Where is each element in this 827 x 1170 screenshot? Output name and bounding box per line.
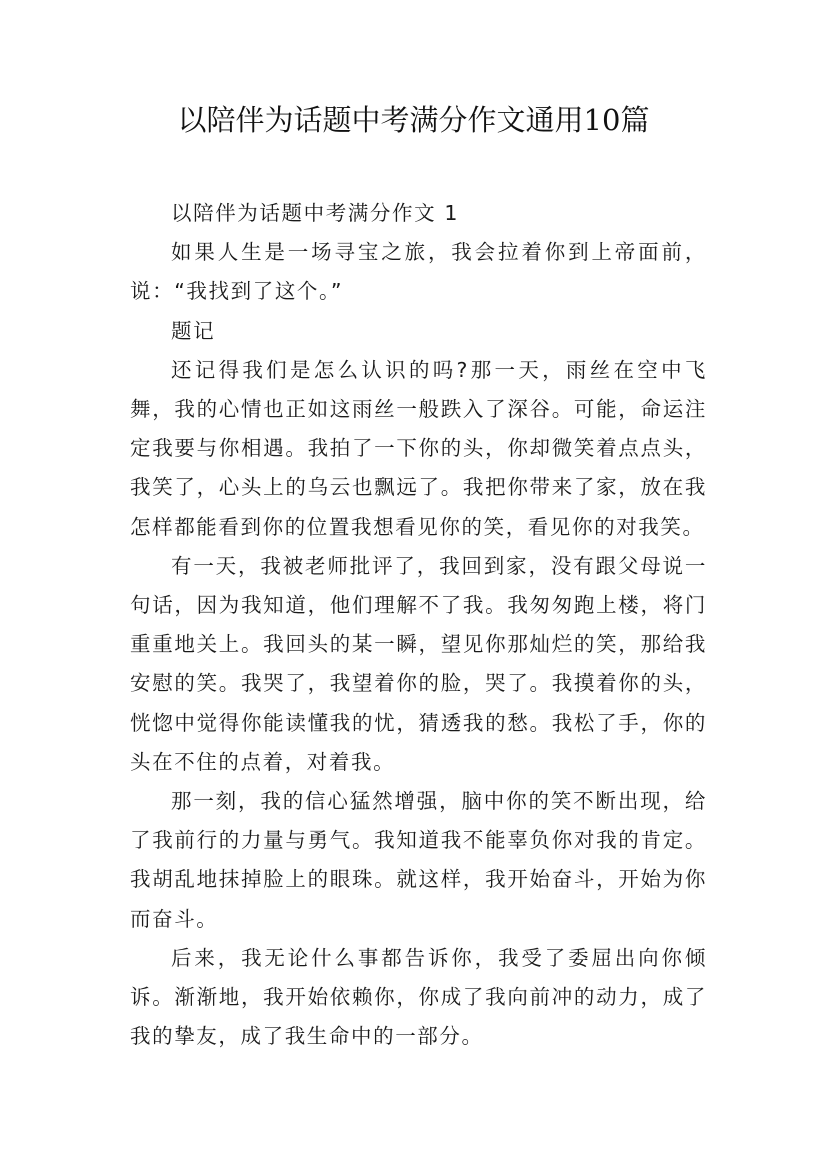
- paragraph-later: 后来，我无论什么事都告诉你，我受了委屈出向你倾诉。渐渐地，我开始依赖你，你成了我向前冲的动力，成了我的挚友，成了我生命中的一部分。: [130, 945, 707, 1049]
- document-title: 以陪伴为话题中考满分作文通用10篇: [177, 103, 650, 137]
- paragraph-confidence: 那一刻，我的信心猛然增强，脑中你的笑不断出现，给了我前行的力量与勇气。我知道我不能辜负你对我的肯定。我胡乱地抹掉脸上的眼珠。就这样，我开始奋斗，开始为你而奋斗。: [130, 789, 707, 931]
- paragraph-first-meeting: 还记得我们是怎么认识的吗?那一天，雨丝在空中飞舞，我的心情也正如这雨丝一般跌入了深谷。可能，命运注定我要与你相遇。我拍了一下你的头，你却微笑着点点头，我笑了，心头上的乌云也飘远了。我把你带来了家，放在我怎样都能看到你的位置我想看见你的笑，看见你的对我笑。: [130, 357, 707, 539]
- epigraph-label: 题记: [171, 318, 216, 343]
- paragraph-criticized-day: 有一天，我被老师批评了，我回到家，没有跟父母说一句话，因为我知道，他们理解不了我。我匆匆跑上楼，将门重重地关上。我回头的某一瞬，望见你那灿烂的笑，那给我安慰的笑。我哭了，我望着你的脸，哭了。我摸着你的头，恍惚中觉得你能读懂我的忧，猜透我的愁。我松了手，你的头在不住的点着，对着我。: [130, 553, 707, 774]
- paragraph-opening-quote: 如果人生是一场寻宝之旅，我会拉着你到上帝面前，说：“我找到了这个。”: [130, 240, 707, 304]
- document-body: [130, 194, 707, 1056]
- section-heading: 以陪伴为话题中考满分作文 1: [171, 201, 459, 225]
